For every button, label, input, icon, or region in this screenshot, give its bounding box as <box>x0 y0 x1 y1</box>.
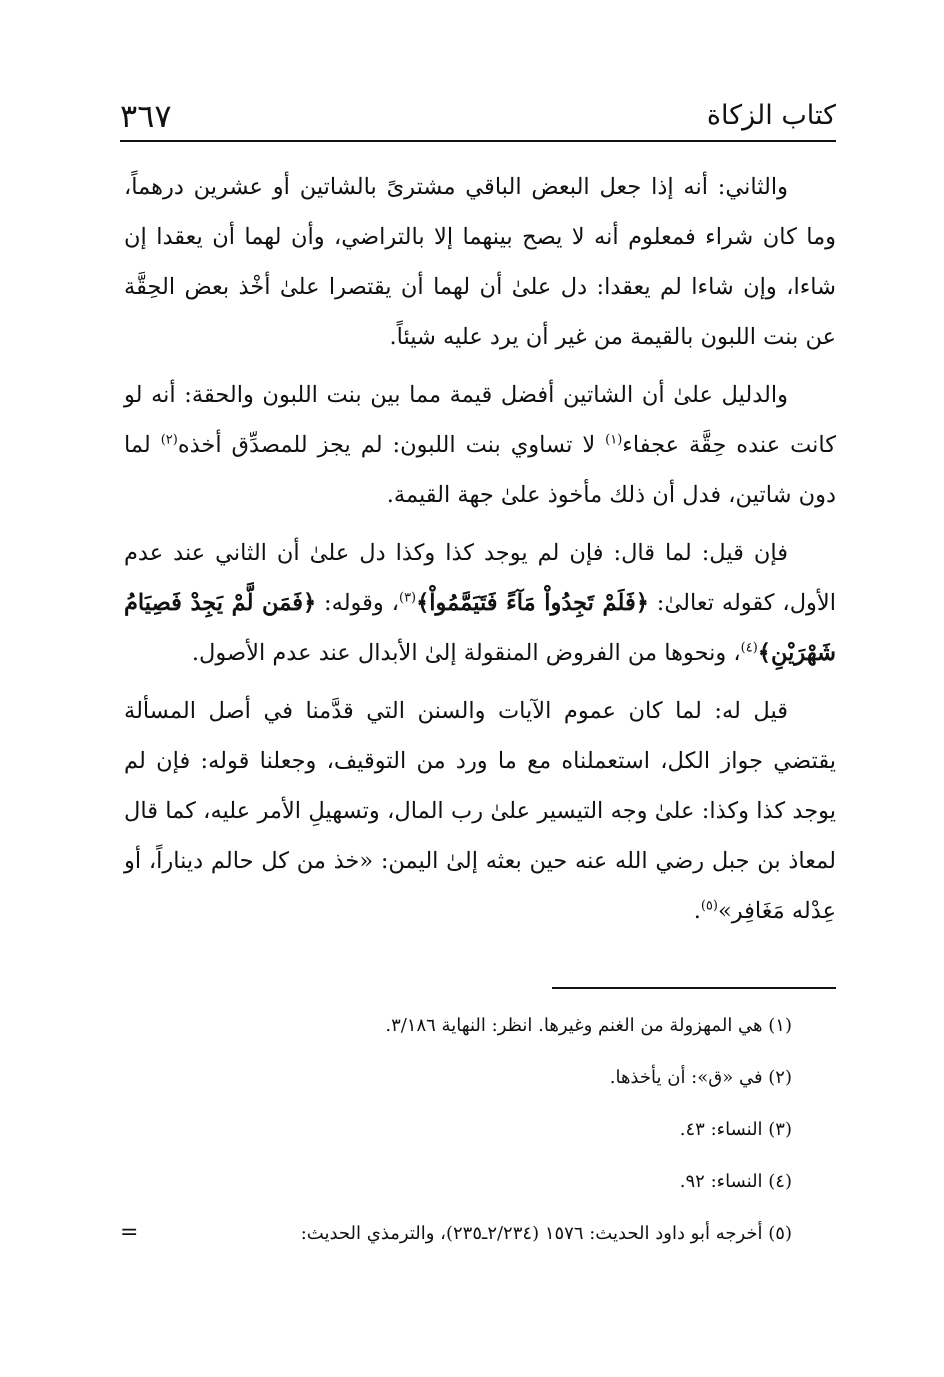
footnote-ref-1[interactable]: (١) <box>605 432 623 448</box>
paragraph-2 <box>124 370 836 520</box>
footnote-continuation-mark: = <box>120 1220 139 1245</box>
page-header <box>120 88 836 136</box>
footnote-3: (٣) النساء: ٤٣. <box>679 1119 792 1140</box>
paragraph-1-text: والثاني: أنه إذا جعل البعض الباقي مشترىً بالشاتين أو عشرين درهماً، وما كان شراء فمعلوم أنه لا يصح بينهما إلا بالتراضي، وأن لهما أن يعقدا إن شاءا، وإن شاءا لم يعقدا: دل علىٰ أن لهما أن يقتصرا علىٰ أخْذ بعض الحِقَّة عن بنت اللبون بالقيمة من غير أن يرد عليه شيئاً. <box>124 174 836 350</box>
footnote-1: (١) هي المهزولة من الغنم وغيرها. انظر: النهاية ٣/١٨٦. <box>385 1015 792 1036</box>
footnote-separator <box>552 987 836 989</box>
footnote-ref-3[interactable]: (٣) <box>398 590 417 606</box>
main-text <box>124 162 836 944</box>
paragraph-2-text-a: والدليل علىٰ أن الشاتين أفضل قيمة مما بين بنت اللبون والحقة: أنه لو كانت عنده حِقَّة عجفاء <box>124 382 837 458</box>
paragraph-1 <box>124 162 836 362</box>
paragraph-4-text-a: قيل له: لما كان عموم الآيات والسنن التي قدَّمنا في أصل المسألة يقتضي جواز الكل، استعملناه مع ما ورد من التوقيف، وجعلنا قوله: فإن لم يوجد كذا وكذا: علىٰ وجه التيسير علىٰ رب المال، وتسهيلِ الأمر عليه، كما قال لمعاذ بن جبل رضي الله عنه حين بعثه إلىٰ اليمن: «خذ من كل حالم ديناراً، أو عِدْله مَغَافِر» <box>124 698 836 924</box>
paragraph-2-text-c: لما دون شاتين، فدل أن ذلك مأخوذ علىٰ جهة القيمة. <box>124 432 836 508</box>
quran-verse-1: ﴿فَلَمْ تَجِدُواْ مَآءً فَتَيَمَّمُواْ﴾ <box>416 590 649 616</box>
paragraph-3-text-c: ، ونحوها من الفروض المنقولة إلىٰ الأبدال عند عدم الأصول. <box>191 640 741 666</box>
paragraph-3 <box>124 528 836 678</box>
footnote-4: (٤) النساء: ٩٢. <box>679 1171 792 1192</box>
quran-verse-2: ﴿فَمَن لَّمْ يَجِدْ فَصِيَامُ شَهْرَيْنِ﴾ <box>124 590 836 666</box>
footnote-ref-4[interactable]: (٤) <box>740 640 758 656</box>
footnote-5: (٥) أخرجه أبو داود الحديث: ١٥٧٦ (٢/٢٣٤ـ٢٣٥)، والترمذي الحديث: <box>300 1223 792 1244</box>
header-rule <box>120 140 836 142</box>
footnote-2: (٢) في «ق»: أن يأخذها. <box>609 1067 792 1088</box>
paragraph-2-text-b: لا تساوي بنت اللبون: لم يجز للمصدِّق أخذه <box>177 432 606 458</box>
footnote-ref-2[interactable]: (٢) <box>160 432 178 448</box>
paragraph-4-text-b: . <box>693 898 701 924</box>
footnote-ref-5[interactable]: (٥) <box>700 898 718 914</box>
paragraph-3-text-a: فإن قيل: لما قال: فإن لم يوجد كذا وكذا دل علىٰ أن الثاني عند عدم الأول، كقوله تعالىٰ: <box>124 540 836 616</box>
paragraph-4 <box>124 686 836 936</box>
paragraph-3-text-b: ، وقوله: <box>316 590 399 616</box>
running-title: كتاب الزكاة <box>706 100 836 131</box>
footnotes <box>124 1000 792 1260</box>
page-number: ٣٦٧ <box>120 97 172 135</box>
